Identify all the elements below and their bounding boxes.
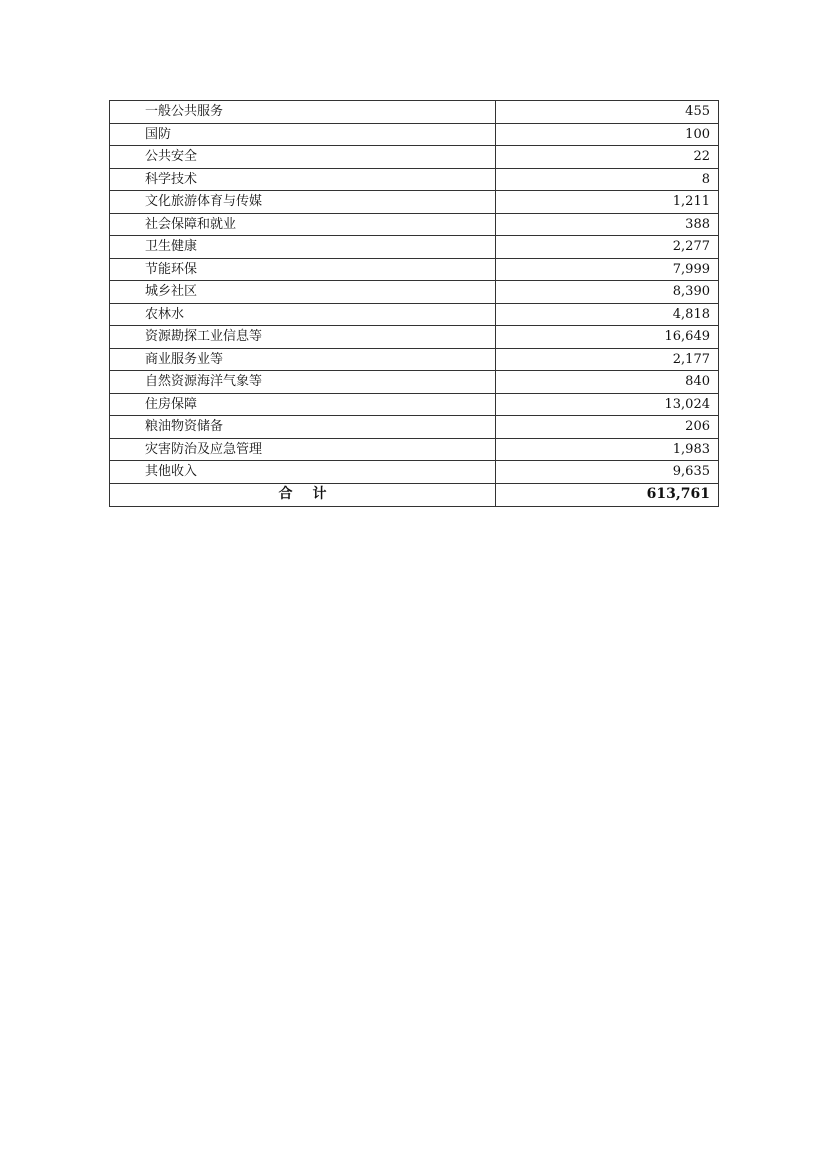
row-amount: 388	[496, 213, 719, 236]
total-label: 合计	[110, 483, 496, 506]
table-row	[110, 371, 719, 394]
table-row	[110, 416, 719, 439]
table-row	[110, 191, 719, 214]
table-row	[110, 461, 719, 484]
table-row	[110, 438, 719, 461]
table-row	[110, 213, 719, 236]
row-amount: 1,983	[496, 438, 719, 461]
row-category: 城乡社区	[110, 281, 496, 304]
table-row	[110, 326, 719, 349]
table-row	[110, 258, 719, 281]
row-category: 自然资源海洋气象等	[110, 371, 496, 394]
table-row	[110, 168, 719, 191]
budget-table	[109, 100, 719, 507]
table-row	[110, 146, 719, 169]
row-category: 公共安全	[110, 146, 496, 169]
row-amount: 2,177	[496, 348, 719, 371]
row-amount: 840	[496, 371, 719, 394]
table-row	[110, 348, 719, 371]
table-row	[110, 123, 719, 146]
row-category: 科学技术	[110, 168, 496, 191]
row-category: 农林水	[110, 303, 496, 326]
row-amount: 16,649	[496, 326, 719, 349]
row-category: 一般公共服务	[110, 101, 496, 124]
table-body	[110, 101, 719, 507]
row-amount: 22	[496, 146, 719, 169]
row-category: 粮油物资储备	[110, 416, 496, 439]
table-row	[110, 101, 719, 124]
row-amount: 9,635	[496, 461, 719, 484]
row-category: 商业服务业等	[110, 348, 496, 371]
row-amount: 2,277	[496, 236, 719, 259]
row-amount: 455	[496, 101, 719, 124]
total-row	[110, 483, 719, 506]
table-row	[110, 236, 719, 259]
row-amount: 13,024	[496, 393, 719, 416]
row-amount: 8	[496, 168, 719, 191]
row-amount: 8,390	[496, 281, 719, 304]
table-row	[110, 281, 719, 304]
table-row	[110, 303, 719, 326]
table-row	[110, 393, 719, 416]
row-category: 其他收入	[110, 461, 496, 484]
row-category: 国防	[110, 123, 496, 146]
total-value: 613,761	[496, 483, 719, 506]
row-category: 文化旅游体育与传媒	[110, 191, 496, 214]
row-category: 灾害防治及应急管理	[110, 438, 496, 461]
row-amount: 100	[496, 123, 719, 146]
row-amount: 1,211	[496, 191, 719, 214]
row-amount: 4,818	[496, 303, 719, 326]
row-category: 社会保障和就业	[110, 213, 496, 236]
row-category: 节能环保	[110, 258, 496, 281]
row-category: 住房保障	[110, 393, 496, 416]
row-amount: 206	[496, 416, 719, 439]
row-amount: 7,999	[496, 258, 719, 281]
row-category: 资源勘探工业信息等	[110, 326, 496, 349]
row-category: 卫生健康	[110, 236, 496, 259]
